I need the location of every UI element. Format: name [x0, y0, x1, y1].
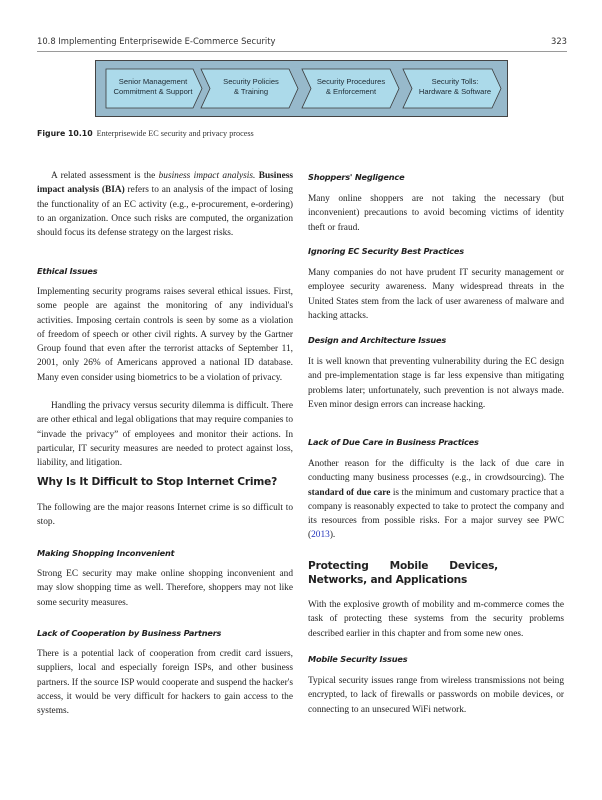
text: is the minimum and customary practice that a company is reasonably expected to take to protect the company and its resources from possible risks. For a major survey see PWC ( [308, 487, 564, 541]
paragraph-best-practices: Many companies do not have prudent IT security management or employee security awareness. Many widespread threats in the United States stem from the lack of user awareness of malware and hacking attacks. [308, 268, 564, 321]
section-title: 10.8 Implementing Enterprisewide E-Commerce Security [37, 36, 276, 46]
citation-link[interactable]: 2013 [311, 530, 330, 541]
heading-protecting-mobile: Protecting Mobile Devices, Networks, and Applications [308, 560, 498, 586]
heading-ethical-issues: Ethical Issues [37, 266, 98, 276]
paragraph-cooperation: There is a potential lack of cooperation from credit card issuers, suppliers, local and especially foreign ISPs, and other business partners. If the source ISP would cooperate and suspend the hacker's access, it would be very difficult for hackers to gain access to the systems. [37, 649, 293, 717]
paragraph-shopping: Strong EC security may make online shopping inconvenient and may slow shopping time as well. Therefore, shoppers may not like some security measures. [37, 569, 293, 608]
heading-shopping-inconvenient: Making Shopping Inconvenient [37, 548, 175, 558]
step-line: Security Tolls: [431, 77, 479, 86]
heading-shoppers-negligence: Shoppers' Negligence [308, 172, 405, 182]
figure-caption-text: Enterprisewide EC security and privacy process [96, 129, 254, 138]
step-line: Security Procedures [316, 77, 386, 86]
text: Another reason for the difficulty is the lack of due care in conducting many business processes (e.g., in crowdsourcing). The [308, 459, 564, 484]
paragraph-design: It is well known that preventing vulnerability during the EC design and pre-implementation stage is far less expensive than mitigating problems later; unfortunately, such prevention is not always made. Even minor design errors can increase hacking. [308, 357, 564, 410]
step-line: Security Policies [223, 77, 279, 86]
right-column [308, 0, 564, 800]
step-line: & Training [233, 86, 269, 96]
heading-due-care: Lack of Due Care in Business Practices [308, 437, 479, 447]
paragraph-due-care [308, 457, 564, 543]
paragraph-bia [37, 169, 293, 240]
heading-lack-cooperation: Lack of Cooperation by Business Partners [37, 628, 222, 638]
figure-label: Figure 10.10 [37, 129, 93, 138]
text: refers to an analysis of the impact of losing the functionality of an EC activity (e.g., e-procurement, e-ordering) to an organization. Once such risks are computed, the organization should focus its defense strategy on the largest risks. [37, 185, 293, 239]
left-column [37, 0, 293, 800]
heading-mobile-security-issues: Mobile Security Issues [308, 654, 408, 664]
paragraph-mobile-security: Typical security issues range from wireless transmissions not being encrypted, to lack of firewalls or passwords on mobile devices, or connecting to an unsecured WiFi network. [308, 676, 564, 715]
paragraph-why: The following are the major reasons Internet crime is so difficult to stop. [37, 503, 293, 528]
paragraph-negligence: Many online shoppers are not taking the necessary (but inconvenient) precautions to avoid becoming victims of identity theft or fraud. [308, 194, 564, 233]
step-line: & Enforcement [325, 86, 377, 96]
page-number: 323 [551, 36, 567, 46]
text: A related assessment is the [51, 171, 159, 181]
paragraph-mobile: With the explosive growth of mobility and m-commerce comes the task of protecting these systems from the security problems described earlier in this chapter and from some new ones. [308, 600, 564, 639]
step-line: Commitment & Support [113, 86, 193, 96]
term-bold: standard of due care [308, 487, 391, 498]
step-line: Hardware & Software [418, 86, 492, 96]
heading-best-practices: Ignoring EC Security Best Practices [308, 246, 464, 256]
step-line: Senior Management [118, 77, 188, 86]
term-bold: Business impact analysis (BIA) [37, 171, 294, 196]
term-italic: business impact analysis. [158, 171, 256, 181]
paragraph-ethical-2: Handling the privacy versus security dilemma is difficult. There are other ethical and legal obligations that may require companies to “invade the privacy” of employees and monitor their actions. In particular, IT security measures are needed to protect against loss, liability, and litigation. [37, 401, 293, 469]
heading-why-difficult: Why Is It Difficult to Stop Internet Crime? [37, 476, 278, 488]
paragraph-ethical-1: Implementing security programs raises several ethical issues. First, some people are against the monitoring of any individual's activities. Imposing certain controls is seen by some as a violation of freedom of speech or other civil rights. A survey by the Gartner Group found that even after the terrorist attacks of September 11, 2001, only 26% of Americans approved a national ID database. Many even consider using biometrics to be a violation of privacy. [37, 287, 293, 383]
text: ). [329, 530, 336, 541]
heading-design-architecture: Design and Architecture Issues [308, 335, 447, 345]
